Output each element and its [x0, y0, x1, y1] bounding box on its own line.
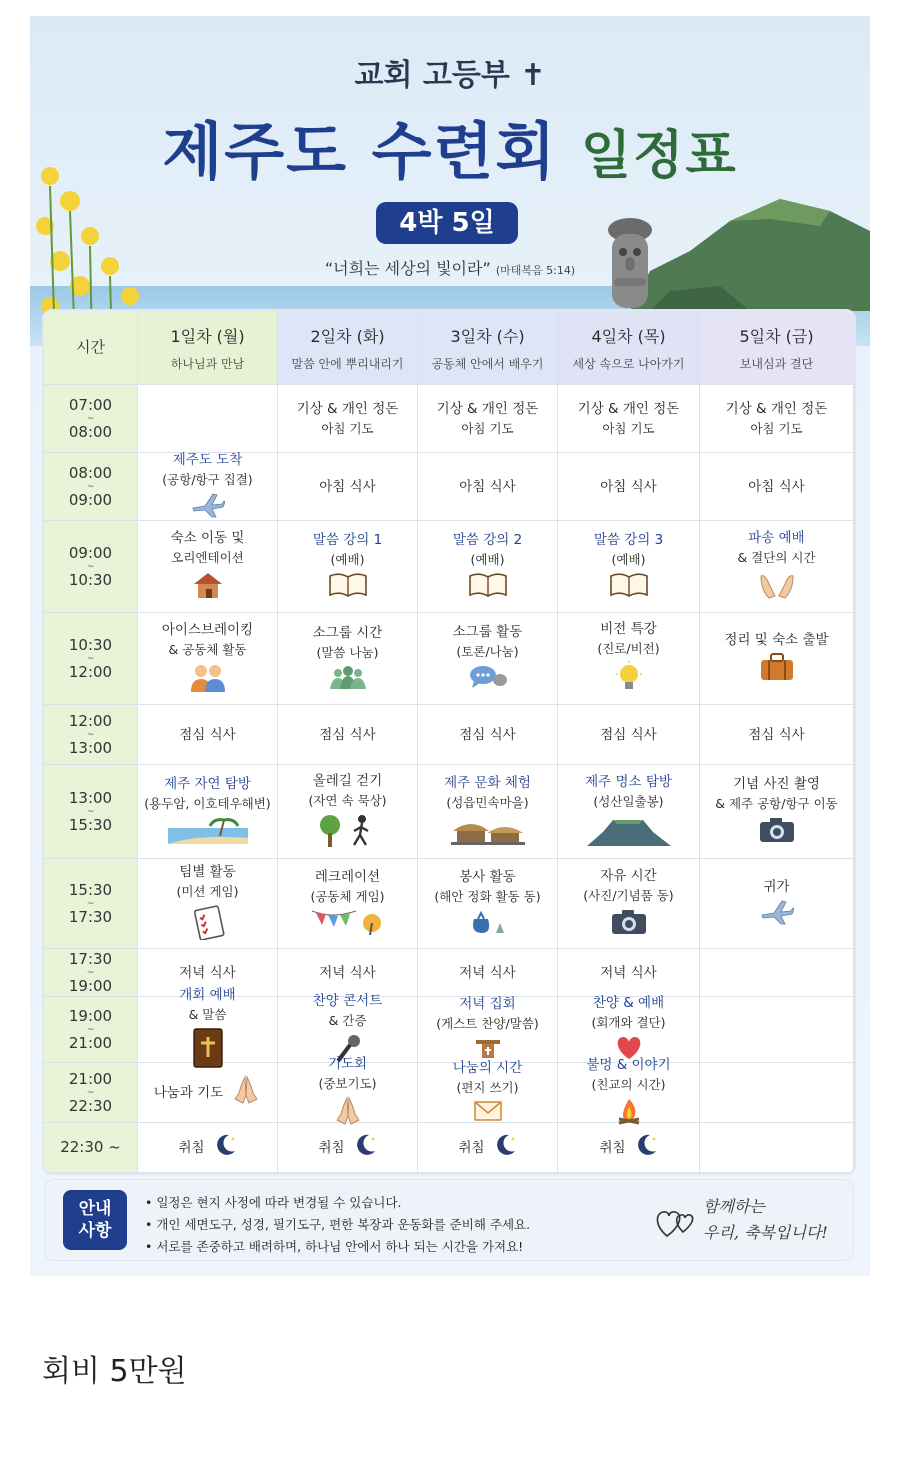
time-end: 09:00: [68, 490, 113, 509]
schedule-cell: [278, 859, 418, 949]
time-slot: [44, 385, 138, 453]
activity-title: 저녁 집회: [459, 995, 516, 1012]
time-slot: [44, 765, 138, 859]
title-sub: 일정표: [580, 126, 738, 186]
activity-detail: & 말씀: [188, 1006, 227, 1022]
time-slot: [44, 705, 138, 765]
schedule-cell: [138, 453, 278, 521]
time-start: 19:00: [68, 1006, 113, 1025]
activity-detail: (미션 게임): [176, 883, 239, 899]
activity-detail: (회개와 결단): [591, 1014, 666, 1030]
activity-title: 정리 및 숙소 출발: [724, 631, 829, 648]
dol-hareubang-icon: [598, 216, 662, 312]
activity-title: 소그룹 시간: [312, 624, 383, 641]
moon-icon: [353, 1133, 377, 1163]
church-group-name: 교회 고등부 ✝: [354, 58, 546, 93]
activity-title: 나눔과 기도: [153, 1084, 224, 1101]
activity-detail: & 간증: [328, 1012, 367, 1028]
day-header: [278, 311, 418, 385]
activity-title: 제주도 도착: [172, 451, 243, 468]
time-slot: [44, 521, 138, 613]
schedule-cell: [138, 1123, 278, 1173]
activity-detail: (공항/항구 집결): [162, 471, 253, 487]
airplane-icon: [191, 492, 225, 524]
people-icon: [189, 662, 227, 698]
camera-icon: [610, 908, 648, 942]
bible-verse: [30, 256, 870, 279]
house-icon: [190, 570, 226, 606]
speech-bubble-icon: [468, 664, 508, 696]
schedule-cell: [278, 1123, 418, 1173]
notice-item: • 개인 세면도구, 성경, 필기도구, 편한 복장과 운동화를 준비해 주세요.: [145, 1214, 530, 1236]
beach-icon: [168, 816, 248, 850]
activity-title: 취침: [318, 1139, 345, 1156]
schedule-cell: [700, 1123, 854, 1173]
day-header: [558, 311, 700, 385]
verse-text: “너희는 세상의 빛이라”: [324, 259, 491, 278]
day-header: [700, 311, 854, 385]
schedule-table: [42, 309, 856, 1175]
schedule-cell: [418, 949, 558, 997]
activity-detail: (진로/비전): [597, 640, 660, 656]
time-end: 15:30: [68, 815, 113, 834]
schedule-cell: [558, 453, 700, 521]
day-theme: 하나님과 만남: [170, 356, 245, 371]
schedule-cell: [700, 949, 854, 997]
activity-detail: (해안 정화 활동 동): [434, 888, 541, 904]
activity-title: 숙소 이동 및: [170, 529, 245, 546]
time-end: 10:30: [68, 570, 113, 589]
day-theme: 공동체 안에서 배우기: [431, 356, 544, 371]
schedule-cell: [138, 859, 278, 949]
activity-title: 올레길 걷기: [312, 772, 383, 789]
activity-detail: (게스트 찬양/말씀): [436, 1015, 539, 1031]
day-label: 3일차 (수): [450, 326, 525, 346]
activity-title: 저녁 식사: [600, 964, 657, 981]
schedule-cell: [278, 613, 418, 705]
activity-detail: (중보기도): [318, 1075, 377, 1091]
time-start: 17:30: [68, 949, 113, 968]
time-start: 21:00: [68, 1069, 113, 1088]
day-header: [418, 311, 558, 385]
schedule-cell: [278, 453, 418, 521]
schedule-cell: [418, 859, 558, 949]
schedule-cell: [558, 1056, 700, 1123]
activity-title: 저녁 식사: [319, 964, 376, 981]
schedule-cell: [418, 1059, 558, 1123]
time-separator: ~: [86, 413, 95, 424]
activity-title: 봉사 활동: [459, 868, 516, 885]
activity-detail: (친교의 시간): [591, 1076, 666, 1092]
activity-title: 레크레이션: [314, 868, 381, 885]
day-label: 1일차 (월): [170, 326, 245, 346]
activity-detail: & 결단의 시간: [737, 549, 816, 565]
blessing-line1: 함께하는: [703, 1197, 765, 1216]
schedule-cell: [418, 765, 558, 859]
schedule-cell: [558, 385, 700, 453]
time-slot: [44, 1123, 138, 1173]
notice-item: • 서로를 존중하고 배려하며, 하나님 안에서 하나 되는 시간을 가져요!: [145, 1236, 530, 1258]
schedule-cell: [138, 613, 278, 705]
schedule-cell: [558, 859, 700, 949]
activity-title: 개회 예배: [179, 986, 236, 1003]
activity-title: 기상 & 개인 정돈: [296, 400, 399, 417]
time-separator: ~: [86, 653, 95, 664]
activity-title: 아침 식사: [319, 478, 376, 495]
activity-detail: (용두암, 이호테우해변): [144, 795, 271, 811]
time-start: 13:00: [68, 788, 113, 807]
clipboard-icon: [191, 904, 225, 946]
activity-title: 취침: [178, 1139, 205, 1156]
schedule-cell: [418, 453, 558, 521]
day-header: [138, 311, 278, 385]
moon-icon: [493, 1133, 517, 1163]
walker-icon: [316, 813, 380, 853]
activity-title: 기상 & 개인 정돈: [577, 400, 680, 417]
schedule-cell: [558, 949, 700, 997]
activity-title: 소그룹 활동: [452, 623, 523, 640]
activity-detail: (성산일출봉): [593, 793, 664, 809]
time-end: 08:00: [68, 422, 113, 441]
mountain-icon: [587, 814, 671, 852]
activity-title: 저녁 식사: [179, 964, 236, 981]
schedule-cell: [278, 521, 418, 613]
village-icon: [451, 815, 525, 851]
activity-detail: (말씀 나눔): [316, 644, 379, 660]
activity-title: 기도회: [327, 1055, 368, 1072]
schedule-cell: [700, 997, 854, 1063]
poster-title: [30, 102, 870, 191]
jeju-cliff-illustration: [630, 191, 870, 311]
activity-title: 점심 식사: [459, 726, 516, 743]
activity-title: 찬양 콘서트: [312, 992, 383, 1009]
schedule-cell: [700, 1063, 854, 1123]
time-separator: ~: [86, 481, 95, 492]
schedule-cell: [138, 385, 278, 453]
activity-detail: (자연 속 묵상): [308, 792, 387, 808]
title-main: 제주도 수련회: [162, 115, 558, 188]
activity-detail: (공동체 게임): [310, 888, 385, 904]
activity-detail: 아침 기도: [321, 420, 374, 436]
activity-title: 찬양 & 예배: [592, 994, 665, 1011]
schedule-cell: [138, 1063, 278, 1123]
activity-detail: (토론/나눔): [456, 643, 519, 659]
group-icon: [328, 665, 368, 695]
schedule-cell: [700, 453, 854, 521]
schedule-cell: [278, 1055, 418, 1123]
schedule-cell: [700, 385, 854, 453]
schedule-cell: [138, 986, 278, 1063]
time-start: 07:00: [68, 395, 113, 414]
time-start: 22:30 ~: [60, 1138, 121, 1156]
schedule-cell: [278, 705, 418, 765]
schedule-cell: [700, 859, 854, 949]
schedule-cell: [700, 765, 854, 859]
camera-icon: [758, 816, 796, 850]
time-column-header: [44, 311, 138, 385]
activity-detail: 오리엔테이션: [171, 549, 244, 565]
activity-detail: & 공동체 활동: [168, 641, 247, 657]
time-start: 09:00: [68, 543, 113, 562]
notice-item: • 일정은 현지 사정에 따라 변경될 수 있습니다.: [145, 1192, 530, 1214]
activity-detail: 아침 기도: [602, 420, 655, 436]
schedule-cell: [418, 705, 558, 765]
time-slot: [44, 997, 138, 1063]
activity-title: 취침: [458, 1139, 485, 1156]
time-separator: ~: [86, 967, 95, 978]
time-end: 22:30: [68, 1096, 113, 1115]
schedule-cell: [278, 765, 418, 859]
activity-detail: (사진/기념품 동): [583, 887, 674, 903]
hearts-icon: [653, 1202, 699, 1242]
activity-detail: (편지 쓰기): [456, 1079, 519, 1095]
activity-title: 비전 특강: [600, 620, 657, 637]
notice-list: [145, 1192, 530, 1258]
activity-title: 아침 식사: [748, 478, 805, 495]
activity-title: 불멍 & 이야기: [586, 1056, 671, 1073]
activity-title: 아침 식사: [459, 478, 516, 495]
activity-title: 팀별 활동: [179, 863, 236, 880]
activity-title: 말씀 강의 2: [452, 531, 523, 548]
activity-title: 기념 사진 촬영: [733, 775, 820, 792]
bunting-icon: [312, 909, 384, 941]
moon-icon: [634, 1133, 658, 1163]
period-badge: 4박 5일: [376, 202, 518, 244]
activity-title: 점심 식사: [179, 726, 236, 743]
book-icon: [608, 572, 650, 604]
schedule-cell: [558, 765, 700, 859]
moon-icon: [213, 1133, 237, 1163]
activity-title: 점심 식사: [600, 726, 657, 743]
activity-title: 자유 시간: [600, 867, 657, 884]
activity-title: 제주 자연 탐방: [164, 775, 251, 792]
time-start: 08:00: [68, 463, 113, 482]
notice-badge: [63, 1190, 127, 1250]
schedule-cell: [418, 1123, 558, 1173]
activity-title: 저녁 식사: [459, 964, 516, 981]
activity-title: 나눔의 시간: [452, 1059, 523, 1076]
activity-title: 점심 식사: [748, 726, 805, 743]
time-slot: [44, 453, 138, 521]
activity-detail: 아침 기도: [461, 420, 514, 436]
activity-title: 기상 & 개인 정돈: [725, 400, 828, 417]
activity-title: 말씀 강의 3: [593, 531, 664, 548]
activity-detail: (성읍민속마을): [446, 794, 529, 810]
time-slot: [44, 1063, 138, 1123]
schedule-cell: [418, 521, 558, 613]
activity-title: 파송 예배: [748, 529, 805, 546]
schedule-cell: [558, 705, 700, 765]
activity-title: 귀가: [763, 878, 790, 895]
day-theme: 말씀 안에 뿌리내리기: [291, 356, 404, 371]
activity-title: 기상 & 개인 정돈: [436, 400, 539, 417]
activity-detail: (예배): [470, 551, 505, 567]
blessing-message: [653, 1188, 843, 1250]
lightbulb-icon: [614, 661, 644, 699]
schedule-cell: [558, 1123, 700, 1173]
day-theme: 보내심과 결단: [739, 356, 814, 371]
activity-title: 취침: [599, 1139, 626, 1156]
time-slot: [44, 613, 138, 705]
membership-fee: 회비 5만원: [42, 1354, 187, 1389]
time-slot: [44, 859, 138, 949]
time-start: 10:30: [68, 635, 113, 654]
time-separator: ~: [86, 1024, 95, 1035]
activity-title: 제주 명소 탐방: [585, 773, 672, 790]
notice-box: [44, 1179, 854, 1261]
schedule-cell: [558, 521, 700, 613]
schedule-cell: [418, 613, 558, 705]
time-start: 15:30: [68, 880, 113, 899]
day-label: 4일차 (목): [591, 326, 666, 346]
time-separator: ~: [86, 1087, 95, 1098]
time-separator: ~: [86, 898, 95, 909]
activity-title: 점심 식사: [319, 726, 376, 743]
schedule-cell: [138, 705, 278, 765]
time-end: 12:00: [68, 662, 113, 681]
day-label: 2일차 (화): [310, 326, 385, 346]
trash-bag-icon: [468, 909, 508, 941]
schedule-cell: [558, 994, 700, 1063]
time-slot: [44, 949, 138, 997]
praying-hands-icon: [231, 1075, 261, 1111]
time-end: 17:30: [68, 907, 113, 926]
schedule-cell: [418, 997, 558, 1063]
schedule-cell: [700, 521, 854, 613]
schedule-cell: [700, 705, 854, 765]
time-start: 12:00: [68, 711, 113, 730]
notice-badge-line2: 사항: [78, 1221, 112, 1241]
time-header-label: 시간: [76, 338, 105, 356]
schedule-cell: [418, 385, 558, 453]
activity-detail: (예배): [611, 551, 646, 567]
day-label: 5일차 (금): [739, 326, 814, 346]
schedule-cell: [558, 613, 700, 705]
day-theme: 세상 속으로 나아가기: [572, 356, 685, 371]
activity-title: 아침 식사: [600, 478, 657, 495]
open-hands-icon: [757, 570, 797, 606]
schedule-cell: [138, 521, 278, 613]
activity-detail: 아침 기도: [750, 420, 803, 436]
activity-detail: & 제주 공항/항구 이동: [715, 795, 838, 811]
time-end: 13:00: [68, 738, 113, 757]
activity-title: 아이스브레이킹: [161, 621, 254, 638]
verse-reference: (마태복음 5:14): [495, 264, 576, 277]
book-icon: [467, 572, 509, 604]
retreat-schedule-poster: [30, 16, 870, 1276]
time-separator: ~: [86, 729, 95, 740]
activity-detail: (예배): [330, 551, 365, 567]
activity-title: 제주 문화 체험: [444, 774, 531, 791]
suitcase-icon: [759, 652, 795, 688]
schedule-cell: [138, 765, 278, 859]
schedule-cell: [700, 613, 854, 705]
time-separator: ~: [86, 806, 95, 817]
book-icon: [327, 572, 369, 604]
blessing-line2: 우리, 축복입니다!: [703, 1223, 828, 1242]
activity-title: 말씀 강의 1: [312, 531, 383, 548]
notice-badge-line1: 안내: [78, 1199, 112, 1219]
time-separator: ~: [86, 561, 95, 572]
schedule-cell: [278, 385, 418, 453]
time-end: 21:00: [68, 1033, 113, 1052]
time-end: 19:00: [68, 976, 113, 995]
airplane-icon: [760, 899, 794, 931]
